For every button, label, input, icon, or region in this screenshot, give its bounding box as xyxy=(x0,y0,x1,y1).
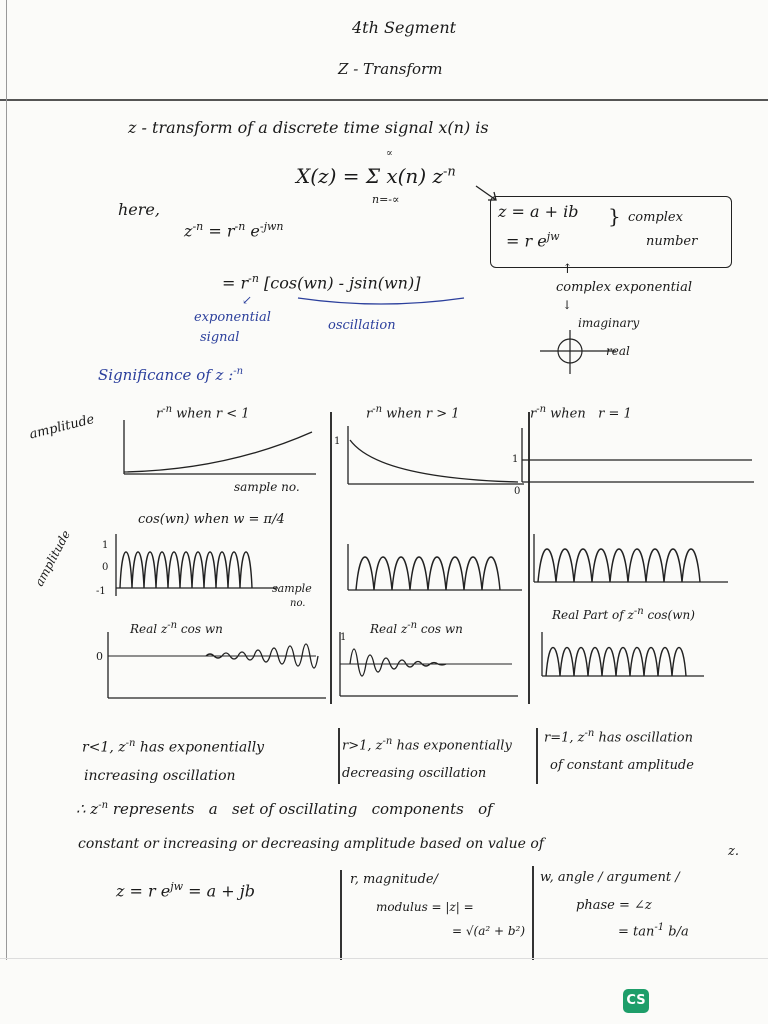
conclusion-2-line-2: decreasing oscillation xyxy=(342,766,487,781)
row1-plot-decreasing-r xyxy=(116,418,326,488)
zn-expansion: $z^{-n} = r^{-n}$ $e^{-jwn}$ xyxy=(184,220,284,241)
row2-tick-m1: -1 xyxy=(96,586,106,597)
conclusion-1-line-1: r<1, $z^{-n}$ has exponentially xyxy=(82,738,265,756)
row1-col3-tick-0: 0 xyxy=(514,486,521,497)
row1-col2-tick-1: 1 xyxy=(334,436,341,447)
camscanner-badge: CS xyxy=(623,989,649,1013)
col-sep-1 xyxy=(330,412,332,704)
bottom-sep-1 xyxy=(340,870,342,960)
polar-form-formula: z = r $e^{jw} = a$ + jb xyxy=(116,880,255,901)
row3-plot-decaying xyxy=(336,628,522,698)
row2-tick-1: 1 xyxy=(102,540,109,551)
bottom-sep-2 xyxy=(532,866,534,960)
conclusion-3-line-1: r=1, $z^{-n}$ has oscillation xyxy=(544,728,693,746)
row3-col1-title: Real $z^{-n}$ cos wn xyxy=(130,620,223,636)
row2-cos-plot xyxy=(112,530,282,600)
row2-cos-plot-col3 xyxy=(532,530,732,590)
row1-col2-title: $r^{-n}$ when r > 1 xyxy=(366,404,460,422)
summary-line-2-end: z. xyxy=(728,844,739,859)
row3-col2-title: Real $z^{-n}$ cos wn xyxy=(370,620,463,636)
row3-tick-0: 0 xyxy=(96,650,103,663)
row2-y-label: amplitude xyxy=(32,527,74,589)
summary-line-2: constant or increasing or decreasing amplitude based on value of xyxy=(78,836,544,852)
row1-y-label: amplitude xyxy=(28,411,96,443)
conc-sep-2 xyxy=(536,728,538,784)
conclusion-3-line-2: of constant amplitude xyxy=(550,758,694,773)
row1-col3-tick-1: 1 xyxy=(512,454,519,465)
row3-plot-constant xyxy=(540,628,708,680)
magnitude-line-2: modulus = |z| = xyxy=(376,900,474,914)
box-brace: } xyxy=(608,204,621,228)
here-label: here, xyxy=(118,200,160,219)
number-label: number xyxy=(646,234,698,249)
z-transform-formula: X(z) = Σ x(n) $z^{-n}$ xyxy=(296,164,456,188)
magnitude-line-3: = √(a² + b²) xyxy=(452,924,526,938)
conclusion-1-line-2: increasing oscillation xyxy=(84,768,236,784)
row1-col1-title: $r^{-n}$ when r < 1 xyxy=(156,404,250,422)
oscillation-label: oscillation xyxy=(328,318,396,333)
row2-x-label-1: sample xyxy=(272,582,312,595)
box-pointer-arrow xyxy=(474,184,504,204)
summary-line-1: ∴ $z^{-n}$ represents a set of oscillating components of xyxy=(76,800,493,818)
exp-arrow: ↙ xyxy=(242,293,253,307)
margin-line xyxy=(6,0,7,960)
segment-heading: 4th Segment xyxy=(352,18,457,37)
magnitude-line-1: r, magnitude/ xyxy=(350,872,438,887)
header-rule xyxy=(0,99,768,101)
row3-plot-growing xyxy=(106,628,328,700)
real-label: real xyxy=(606,344,630,358)
down-arrow: ↓ xyxy=(562,298,573,312)
row3-col3-title: Real Part of $z^{-n}$ cos(wn) xyxy=(552,606,695,622)
exponential-label: exponential xyxy=(194,310,271,325)
angle-line-1: w, angle / argument / xyxy=(540,870,680,885)
row1-plot-constant-r xyxy=(518,418,758,498)
up-arrow: ↑ xyxy=(562,262,573,277)
angle-line-2: phase = ∠z xyxy=(576,898,652,913)
angle-line-3: = $\tan^{-1} b/a$ xyxy=(618,922,689,940)
row2-tick-0: 0 xyxy=(102,562,109,573)
sum-lower-limit: n=-∝ xyxy=(372,193,400,206)
conc-sep-1 xyxy=(338,728,340,784)
row2-x-label-2: no. xyxy=(290,598,306,609)
box-line-2: = r $e^{jw}$ xyxy=(506,230,560,251)
sum-upper-limit: ∝ xyxy=(386,148,393,159)
row1-plot-increasing-r xyxy=(338,418,528,498)
row2-cos-plot-col2 xyxy=(346,540,526,600)
page-bottom-edge xyxy=(0,958,768,959)
box-line-1: z = a + ib xyxy=(498,202,579,221)
conclusion-2-line-1: r>1, $z^{-n}$ has exponentially xyxy=(342,736,512,754)
zn-euler-expansion: = $r^{-n}$ [cos(wn) - jsin(wn)] xyxy=(222,272,421,293)
row2-title: cos(wn) when w = π/4 xyxy=(138,512,285,527)
significance-title: Significance of z :$^{-n}$ xyxy=(98,366,244,384)
imaginary-label: imaginary xyxy=(578,316,640,330)
complex-exponential-label: complex exponential xyxy=(556,280,692,295)
signal-label: signal xyxy=(200,330,240,345)
definition-intro: z - transform of a discrete time signal x(n) is xyxy=(128,118,489,137)
complex-label: complex xyxy=(628,210,683,225)
row1-x-label: sample no. xyxy=(234,480,300,494)
row3-tick-1: 1 xyxy=(340,632,347,643)
oscillation-brace xyxy=(296,296,466,310)
row1-col3-title: $r^{-n}$ when r = 1 xyxy=(530,404,632,422)
topic-heading: Z - Transform xyxy=(338,60,443,78)
